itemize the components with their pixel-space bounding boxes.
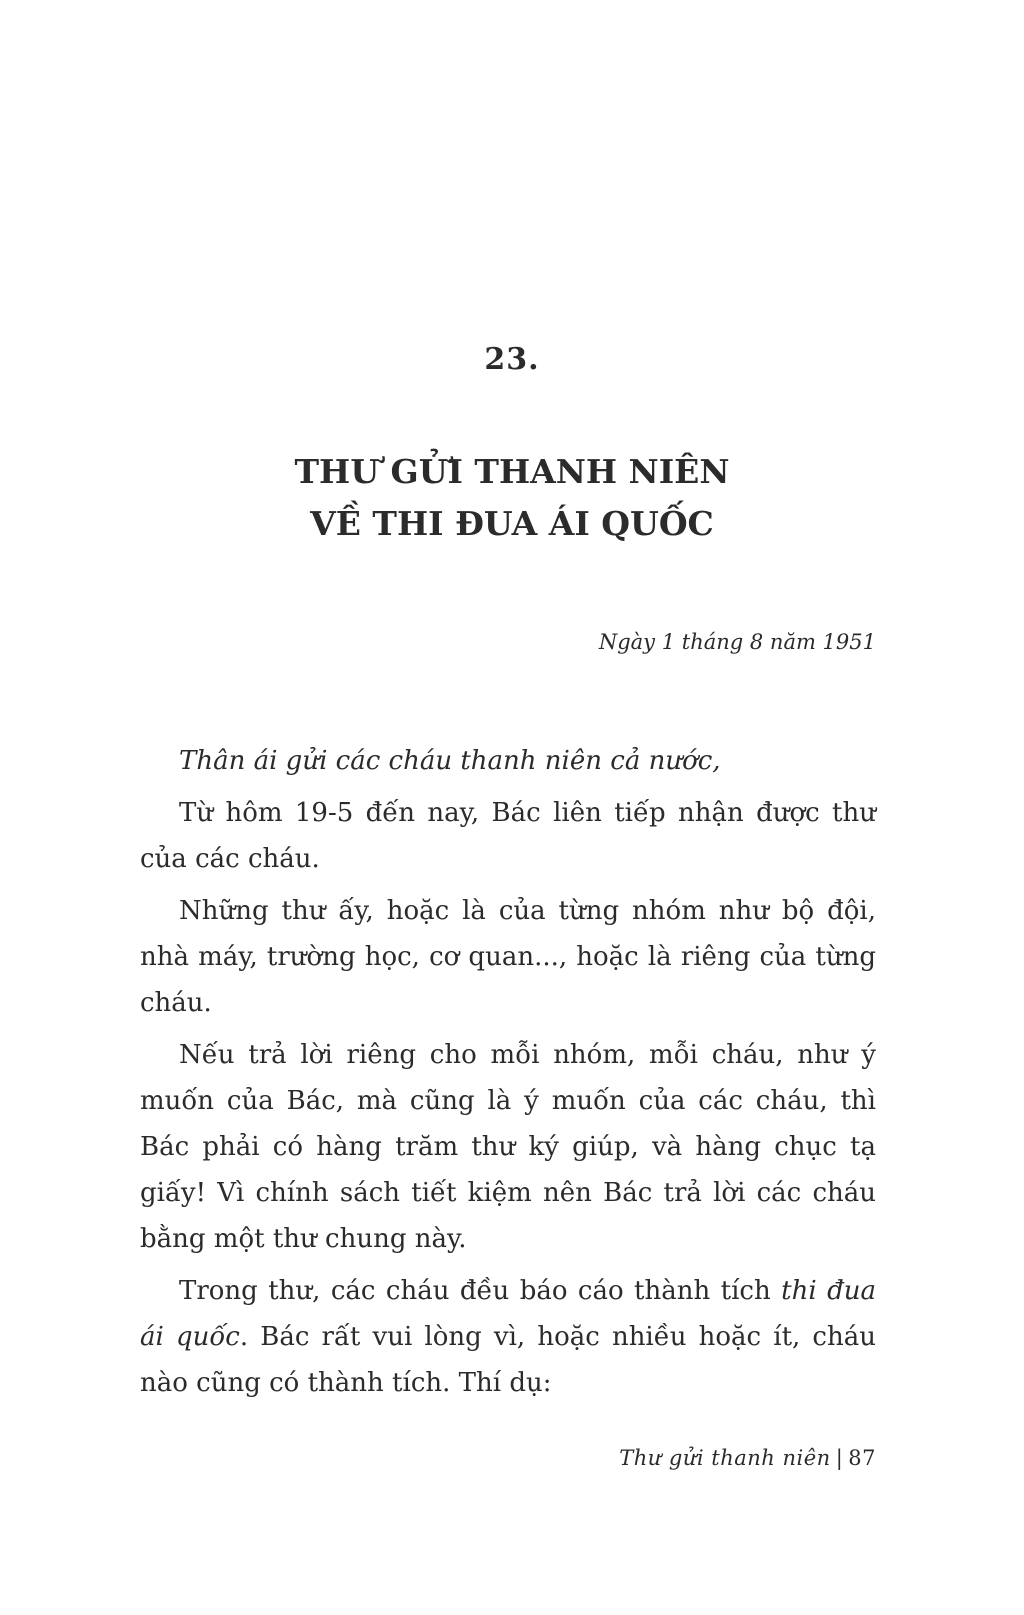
paragraph-4-end: . Bác rất vui lòng vì, hoặc nhiều hoặc ít, cháu nào cũng có thành tích. Thí dụ: xyxy=(140,1322,876,1398)
chapter-title-line-1: THƯ GỬI THANH NIÊN xyxy=(294,452,730,491)
chapter-number: 23. xyxy=(484,342,540,377)
paragraph-4-start: Trong thư, các cháu đều báo cáo thành tích xyxy=(179,1276,782,1306)
footer-separator: | xyxy=(835,1446,844,1470)
letter-date: Ngày 1 tháng 8 năm 1951 xyxy=(598,630,876,654)
paragraph-2: Những thư ấy, hoặc là của từng nhóm như bộ đội, nhà máy, trường học, cơ quan..., hoặc là riêng của từng cháu. xyxy=(140,896,876,1018)
paragraph-4 xyxy=(140,1268,876,1406)
page-footer xyxy=(619,1446,876,1470)
running-title: Thư gửi thanh niên xyxy=(619,1446,831,1470)
chapter-title-line-2: VỀ THI ĐUA ÁI QUỐC xyxy=(310,504,714,543)
greeting-paragraph: Thân ái gửi các cháu thanh niên cả nước, xyxy=(179,746,721,776)
letter-body xyxy=(140,738,876,1412)
chapter-title xyxy=(0,446,1024,550)
paragraph-3: Nếu trả lời riêng cho mỗi nhóm, mỗi cháu, như ý muốn của Bác, mà cũng là ý muốn của các cháu, thì Bác phải có hàng trăm thư ký giúp, và hàng chục tạ giấy! Vì chính sách tiết kiệm nên Bác trả lời các cháu bằng một thư chung này. xyxy=(140,1040,876,1254)
paragraph-1: Từ hôm 19-5 đến nay, Bác liên tiếp nhận được thư của các cháu. xyxy=(140,798,876,874)
paragraph-4-emphasis: thi đua ái quốc xyxy=(140,1276,876,1352)
page-number: 87 xyxy=(848,1446,876,1470)
